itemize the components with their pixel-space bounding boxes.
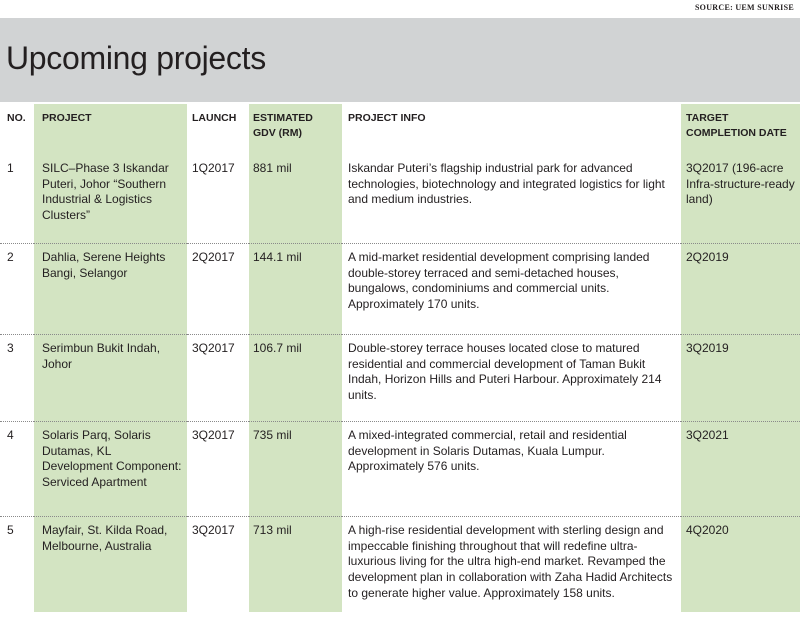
cell-info: A mid-market residential development comprising landed double-storey terraced and semi-detached houses, bungalows, condominiums and commercial units. Approximately 170 units.: [342, 244, 681, 335]
cell-info: A mixed-integrated commercial, retail and residential development in Solaris Dutamas, Kuala Lumpur. Approximately 576 units.: [342, 422, 681, 517]
cell-info: Double-storey terrace houses located close to matured residential and commercial development of Taman Bukit Indah, Horizon Hills and Puteri Harbour. Approximately 214 units.: [342, 335, 681, 422]
cell-launch: 3Q2017: [187, 335, 249, 422]
cell-gdv: 106.7 mil: [249, 335, 342, 422]
cell-target: 3Q2021: [681, 422, 800, 517]
cell-launch: 1Q2017: [187, 155, 249, 244]
cell-gdv: 881 mil: [249, 155, 342, 244]
cell-gdv: 735 mil: [249, 422, 342, 517]
cell-no: 4: [0, 422, 34, 517]
header-project: PROJECT: [34, 104, 187, 155]
cell-project: SILC–Phase 3 Iskandar Puteri, Johor “Southern Industrial & Logistics Clusters”: [34, 155, 187, 244]
cell-target: 3Q2019: [681, 335, 800, 422]
header-target: TARGET COMPLETION DATE: [681, 104, 800, 155]
cell-target: 3Q2017 (196-acre Infra-structure-ready land): [681, 155, 800, 244]
header-info: PROJECT INFO: [342, 104, 681, 155]
cell-project: Mayfair, St. Kilda Road, Melbourne, Australia: [34, 517, 187, 618]
page-title: Upcoming projects: [6, 40, 266, 77]
table-row: [0, 155, 800, 244]
cell-launch: 3Q2017: [187, 422, 249, 517]
cell-project: Solaris Parq, Solaris Dutamas, KL Development Component: Serviced Apartment: [34, 422, 187, 517]
cell-project: Dahlia, Serene Heights Bangi, Selangor: [34, 244, 187, 335]
cell-target: 4Q2020: [681, 517, 800, 618]
table-row: [0, 422, 800, 517]
cell-no: 5: [0, 517, 34, 618]
cell-gdv: 713 mil: [249, 517, 342, 618]
cell-no: 1: [0, 155, 34, 244]
header-gdv: ESTIMATED GDV (RM): [249, 104, 342, 155]
table-row: [0, 517, 800, 618]
cell-info: Iskandar Puteri’s flagship industrial park for advanced technologies, biotechnology and integrated logistics for light and medium industries.: [342, 155, 681, 244]
header-launch: LAUNCH: [187, 104, 249, 155]
cell-launch: 2Q2017: [187, 244, 249, 335]
cell-project: Serimbun Bukit Indah, Johor: [34, 335, 187, 422]
projects-table: [0, 104, 800, 618]
table-row: [0, 335, 800, 422]
cell-no: 2: [0, 244, 34, 335]
cell-no: 3: [0, 335, 34, 422]
header-no: NO.: [0, 104, 34, 155]
cell-target: 2Q2019: [681, 244, 800, 335]
cell-launch: 3Q2017: [187, 517, 249, 618]
cell-gdv: 144.1 mil: [249, 244, 342, 335]
header-row: [0, 104, 800, 155]
table-row: [0, 244, 800, 335]
source-credit: SOURCE: UEM SUNRISE: [695, 3, 794, 12]
cell-info: A high-rise residential development with sterling design and impeccable finishing throughout that will redefine ultra-luxurious living for the ultra high-end market. Revamped the development plan in collaboration with Zaha Hadid Architects to generate higher value. Approximately 158 units.: [342, 517, 681, 618]
